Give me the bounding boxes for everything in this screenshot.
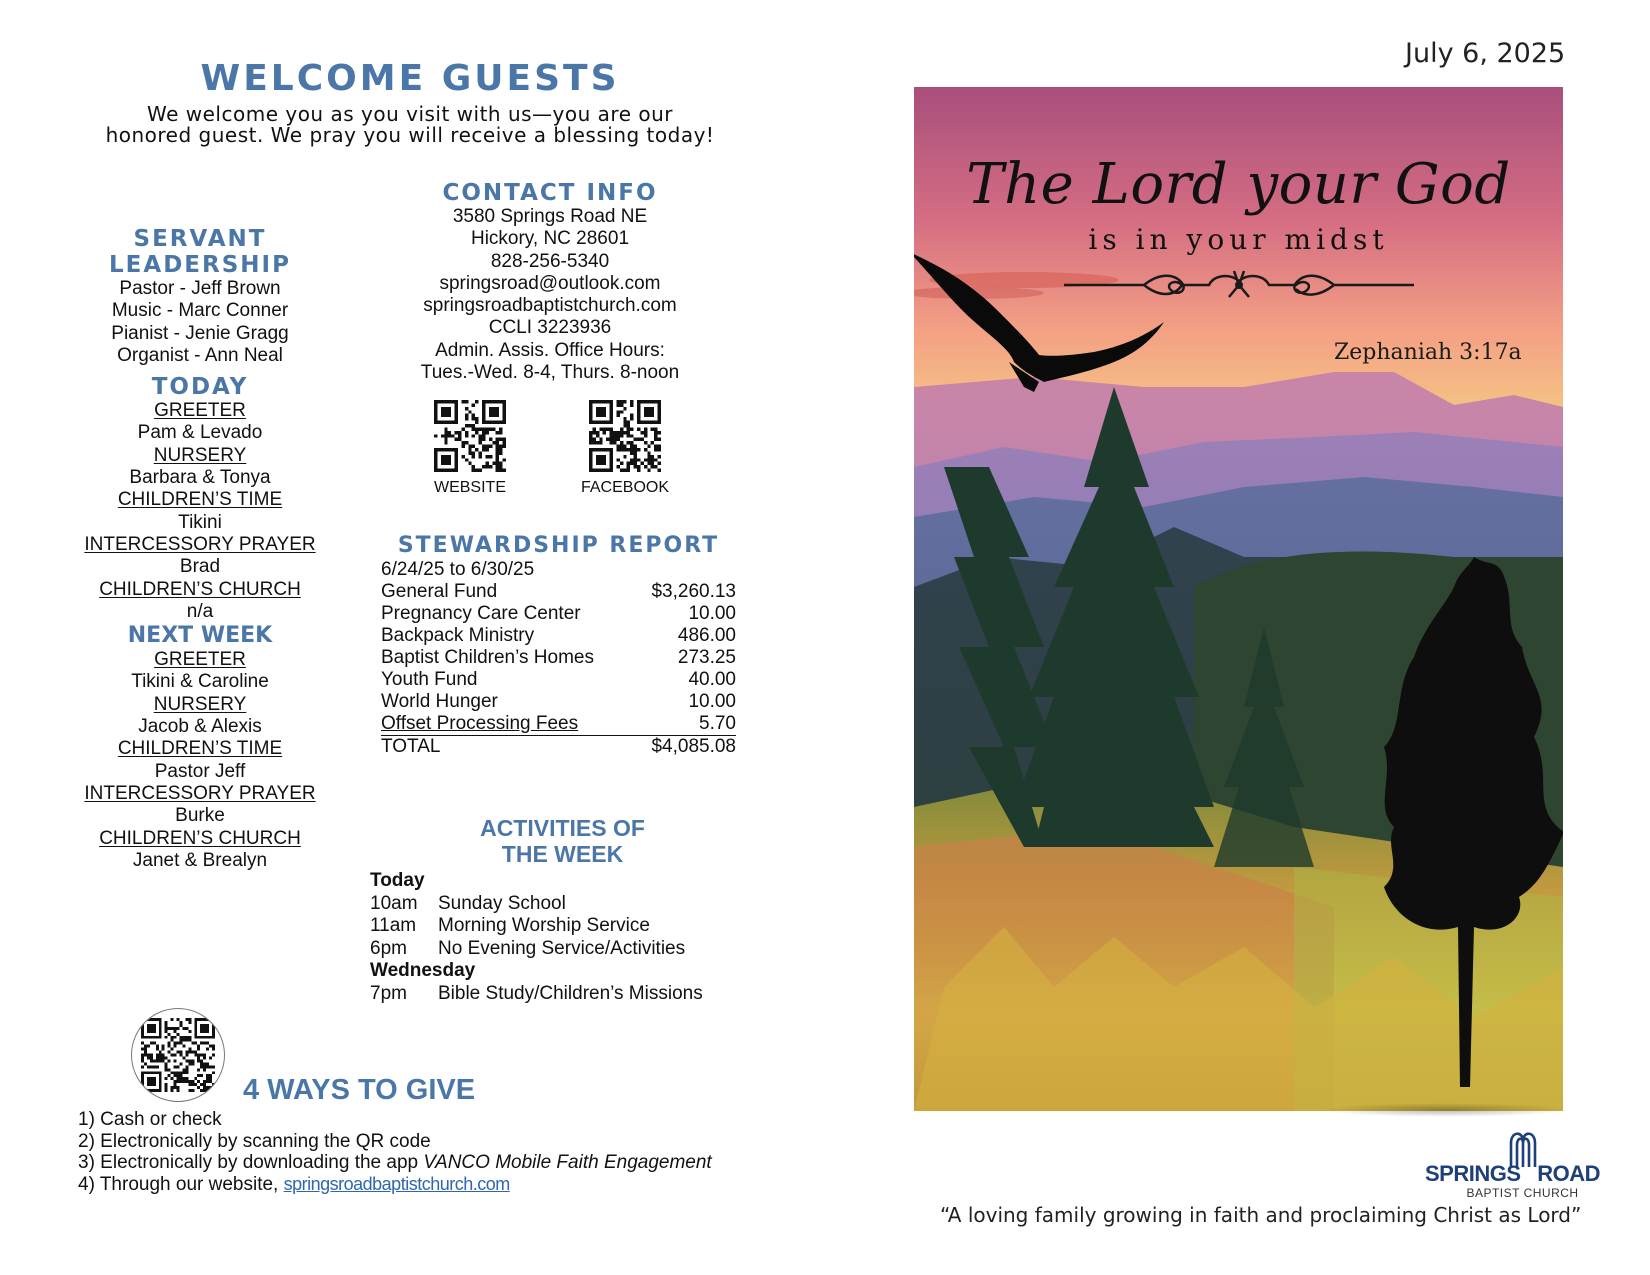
contact-email[interactable]: springsroad@outlook.com — [439, 272, 661, 294]
welcome-section — [60, 58, 760, 146]
next-week-role: CHILDREN’S TIME — [117, 738, 283, 760]
give-item: 3) Electronically by downloading the app VANCO Mobile Faith Engagement — [78, 1152, 712, 1173]
servant-title-line-2: LEADERSHIP — [109, 252, 291, 278]
next-week-name: Janet & Brealyn — [132, 849, 268, 871]
flourish-ornament-icon — [1064, 267, 1414, 303]
today-role: CHILDREN’S TIME — [117, 489, 283, 511]
next-week-name: Jacob & Alexis — [138, 716, 262, 738]
servant-item: Music - Marc Conner — [111, 300, 289, 322]
stewardship-row: Backpack Ministry 486.00 — [381, 625, 736, 646]
give-qr-circle[interactable] — [131, 1008, 225, 1102]
contact-line: Admin. Assis. Office Hours: — [435, 339, 665, 361]
cover-image — [914, 87, 1563, 1111]
contact-line: Hickory, NC 28601 — [470, 228, 630, 250]
today-name: Barbara & Tonya — [129, 467, 271, 489]
contact-line: 3580 Springs Road NE — [452, 206, 648, 227]
today-role: CHILDREN’S CHURCH — [99, 578, 301, 600]
today-name: Pam & Levado — [137, 422, 263, 444]
stewardship-row: Offset Processing Fees 5.70 — [381, 713, 736, 734]
qr-website-label: WEBSITE — [433, 479, 506, 496]
logo-wordmark — [1425, 1161, 1600, 1187]
contact-line: CCLI 3223936 — [488, 317, 612, 339]
logo-word-right: ROAD — [1537, 1161, 1600, 1186]
qr-code-give-icon[interactable] — [141, 1018, 215, 1092]
activities-list — [370, 870, 750, 1005]
today-title: TODAY — [151, 374, 249, 401]
give-item: 4) Through our website, springsroadbaptistchurch.com — [78, 1173, 510, 1195]
servant-item: Organist - Ann Neal — [117, 344, 283, 366]
activity-item: 11am Morning Worship Service — [370, 915, 650, 936]
next-week-name: Tikini & Caroline — [131, 671, 269, 693]
give-title: 4 WAYS TO GIVE — [243, 1074, 476, 1106]
today-name: n/a — [186, 600, 214, 622]
cover-script-title: The Lord your God — [966, 152, 1511, 217]
cover-subtitle: is in your midst — [1088, 223, 1389, 256]
stewardship-row: World Hunger 10.00 — [381, 691, 736, 712]
logo-subtitle: BAPTIST CHURCH — [1466, 1186, 1579, 1200]
logo-word-left: SPRINGS — [1425, 1161, 1521, 1186]
qr-facebook-label: FACEBOOK — [580, 479, 670, 496]
welcome-title: WELCOME GUESTS — [200, 58, 620, 99]
stewardship-row: Youth Fund 40.00 — [381, 669, 736, 690]
next-week-name: Burke — [175, 805, 225, 827]
servant-item: Pastor - Jeff Brown — [119, 278, 281, 299]
next-week-role: NURSERY — [153, 693, 247, 715]
next-week-role: INTERCESSORY PRAYER — [84, 782, 316, 804]
qr-code-facebook-icon[interactable] — [589, 400, 661, 472]
give-app-name: VANCO Mobile Faith Engagement — [423, 1152, 712, 1173]
contact-line: Tues.-Wed. 8-4, Thurs. 8-noon — [420, 362, 680, 384]
give-item: 1) Cash or check — [78, 1109, 222, 1130]
qr-facebook-block[interactable] — [575, 400, 675, 497]
give-website-link[interactable]: springsroadbaptistchurch.com — [283, 1173, 510, 1194]
activities-day-label: Today — [370, 870, 425, 891]
servant-item: Pianist - Jenie Gragg — [111, 322, 289, 344]
today-role: INTERCESSORY PRAYER — [84, 533, 316, 555]
next-week-title: NEXT WEEK — [127, 623, 273, 649]
today-role: NURSERY — [153, 444, 247, 466]
stewardship-title: STEWARDSHIP REPORT — [397, 533, 720, 558]
stewardship-period: 6/24/25 to 6/30/25 — [381, 559, 535, 580]
activities-title-line-1: ACTIVITIES OF — [480, 815, 645, 841]
activity-item: 6pm No Evening Service/Activities — [370, 937, 686, 959]
give-list — [78, 1109, 768, 1195]
leadership-column — [60, 226, 340, 872]
church-motto: “A loving family growing in faith and proclaiming Christ as Lord” — [940, 1203, 1582, 1227]
stewardship-total-row: TOTAL $4,085.08 — [381, 736, 736, 757]
servant-title-line-1: SERVANT — [133, 226, 267, 252]
stewardship-section — [381, 533, 736, 758]
welcome-line-1: We welcome you as you visit with us—you are our — [147, 102, 673, 126]
give-item: 2) Electronically by scanning the QR code — [78, 1130, 431, 1152]
contact-section — [395, 180, 705, 384]
activities-title-line-2: THE WEEK — [501, 841, 624, 867]
activities-day-label: Wednesday — [370, 960, 476, 981]
qr-code-website-icon[interactable] — [434, 400, 506, 472]
activity-item: 7pm Bible Study/Children’s Missions — [370, 982, 703, 1004]
church-logo — [1425, 1125, 1600, 1200]
next-week-role: GREETER — [154, 649, 246, 671]
qr-website-block[interactable] — [420, 400, 520, 497]
welcome-line-2: honored guest. We pray you will receive a blessing today! — [105, 123, 715, 147]
activities-title-block — [430, 815, 695, 867]
next-week-name: Pastor Jeff — [154, 760, 246, 782]
activity-item: 10am Sunday School — [370, 892, 566, 914]
stewardship-row: General Fund $3,260.13 — [381, 581, 736, 602]
today-name: Tikini — [178, 511, 222, 533]
today-name: Brad — [179, 556, 221, 578]
cover-shadow — [1320, 1103, 1570, 1117]
contact-title: CONTACT INFO — [442, 180, 658, 206]
stewardship-row: Baptist Children’s Homes 273.25 — [381, 647, 736, 668]
next-week-role: CHILDREN’S CHURCH — [99, 827, 301, 849]
stewardship-row: Pregnancy Care Center 10.00 — [381, 603, 736, 624]
contact-website[interactable]: springsroadbaptistchurch.com — [423, 295, 677, 317]
cover-scripture-reference: Zephaniah 3:17a — [1334, 340, 1522, 365]
bulletin-date: July 6, 2025 — [1405, 38, 1566, 69]
today-role: GREETER — [154, 400, 246, 422]
contact-phone[interactable]: 828-256-5340 — [490, 250, 610, 272]
